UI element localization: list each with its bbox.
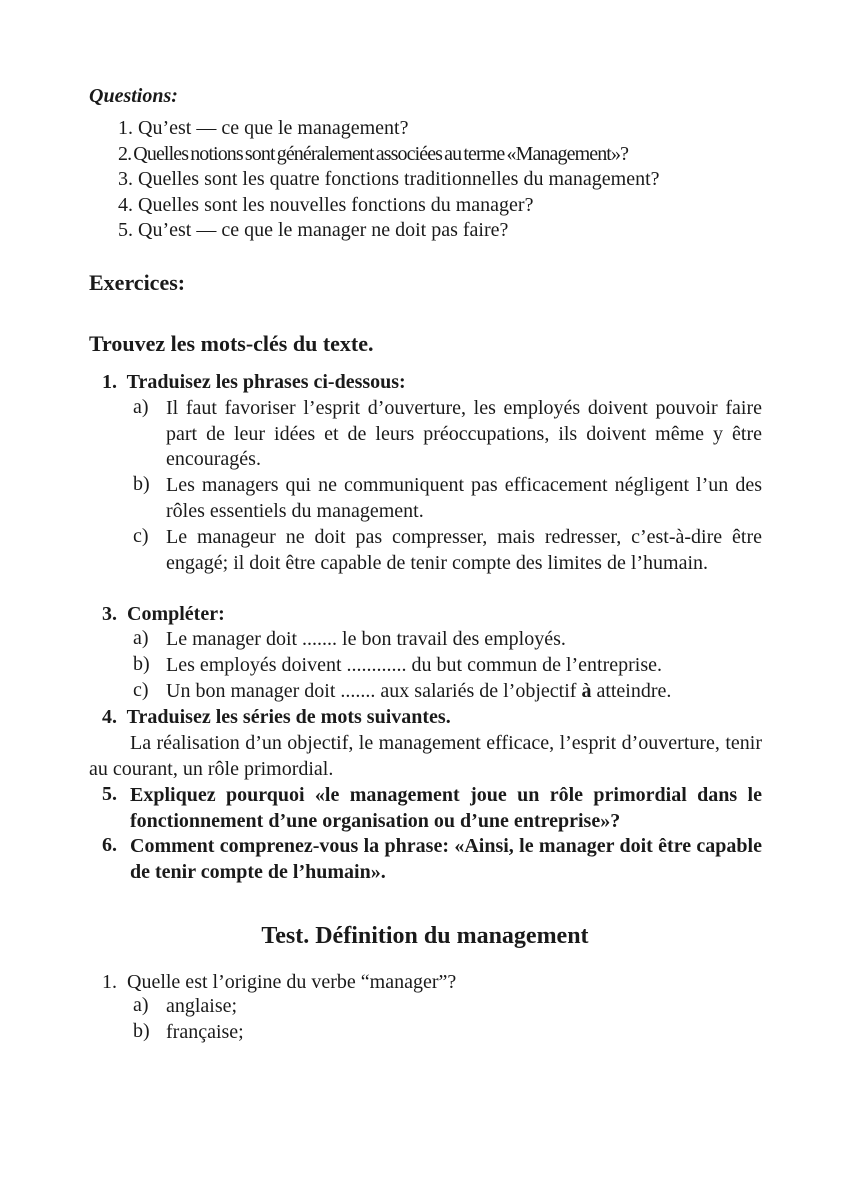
test-option-a (133, 994, 762, 1020)
item-text: Les employés doivent ............ du but commun de l’entreprise. (166, 654, 663, 676)
exercise-1-item-b (133, 473, 762, 524)
item-label: c) (133, 525, 149, 547)
item-text: Il faut favoriser l’esprit d’ouverture, les employés doivent pouvoir faire part de leur idées et de leurs préoccupations, ils doivent même y être encouragés. (166, 397, 762, 471)
question-item: 1. Qu’est — ce que le management? (118, 117, 409, 139)
item-text: Les managers qui ne communiquent pas efficacement négligent l’un des rôles essentiels du management. (166, 474, 762, 522)
option-text: anglaise; (166, 995, 238, 1017)
exercise-3-title: 3. Compléter: (102, 603, 225, 625)
item-label: b) (133, 653, 150, 675)
exercise-6 (102, 834, 762, 885)
item-label: c) (133, 679, 149, 701)
item-text: Le manager doit ....... le bon travail des employés. (166, 628, 566, 650)
question-item: 3. Quelles sont les quatre fonctions traditionnelles du management? (118, 168, 660, 190)
item-number: 5. (102, 783, 117, 805)
exercise-5 (102, 783, 762, 834)
exercices-heading: Exercices: (89, 270, 186, 295)
exercise-3-item-a (133, 627, 762, 653)
exercise-3-item-c (133, 679, 762, 705)
exercise-1-item-a (133, 396, 762, 473)
question-item: 2. Quelles notions sont généralement associées au terme «Management»? (118, 143, 629, 165)
test-question-1: 1. Quelle est l’origine du verbe “manager”? (102, 971, 457, 993)
exercices-subheading: Trouvez les mots-clés du texte. (89, 331, 374, 356)
text-part: atteindre. (591, 680, 672, 702)
item-text: Le manageur ne doit pas compresser, mais redresser, c’est-à-dire être engagé; il doit être capable de tenir compte des limites de l’humain. (166, 526, 762, 574)
option-label: a) (133, 994, 149, 1016)
exercise-4-title: 4. Traduisez les séries de mots suivantes. (102, 706, 451, 728)
item-label: a) (133, 396, 149, 418)
item-number: 6. (102, 834, 117, 856)
exercise-3-item-b (133, 653, 762, 679)
question-item: 5. Qu’est — ce que le manager ne doit pas faire? (118, 219, 509, 241)
exercise-4-text: La réalisation d’un objectif, le management efficace, l’esprit d’ouverture, tenir au courant, un rôle primordial. (89, 732, 762, 780)
item-text: Expliquez pourquoi «le management joue un rôle primordial dans le fonctionnement d’une organisation ou d’une entreprise»? (130, 784, 762, 832)
question-item: 4. Quelles sont les nouvelles fonctions du manager? (118, 194, 534, 216)
item-text (166, 679, 762, 705)
test-option-b (133, 1020, 762, 1046)
option-text: française; (166, 1021, 244, 1043)
item-label: a) (133, 627, 149, 649)
exercise-1-item-c (133, 525, 762, 576)
exercise-1-title: 1. Traduisez les phrases ci-dessous: (102, 371, 406, 393)
item-label: b) (133, 473, 150, 495)
item-text: Comment comprenez-vous la phrase: «Ainsi, le manager doit être capable de tenir compte de l’humain». (130, 835, 762, 883)
test-title: Test. Définition du management (261, 923, 589, 949)
option-label: b) (133, 1020, 150, 1042)
questions-heading: Questions: (89, 85, 178, 107)
text-bold: à (581, 680, 592, 702)
text-part: Un bon manager doit ....... aux salariés de l’objectif (166, 680, 582, 702)
